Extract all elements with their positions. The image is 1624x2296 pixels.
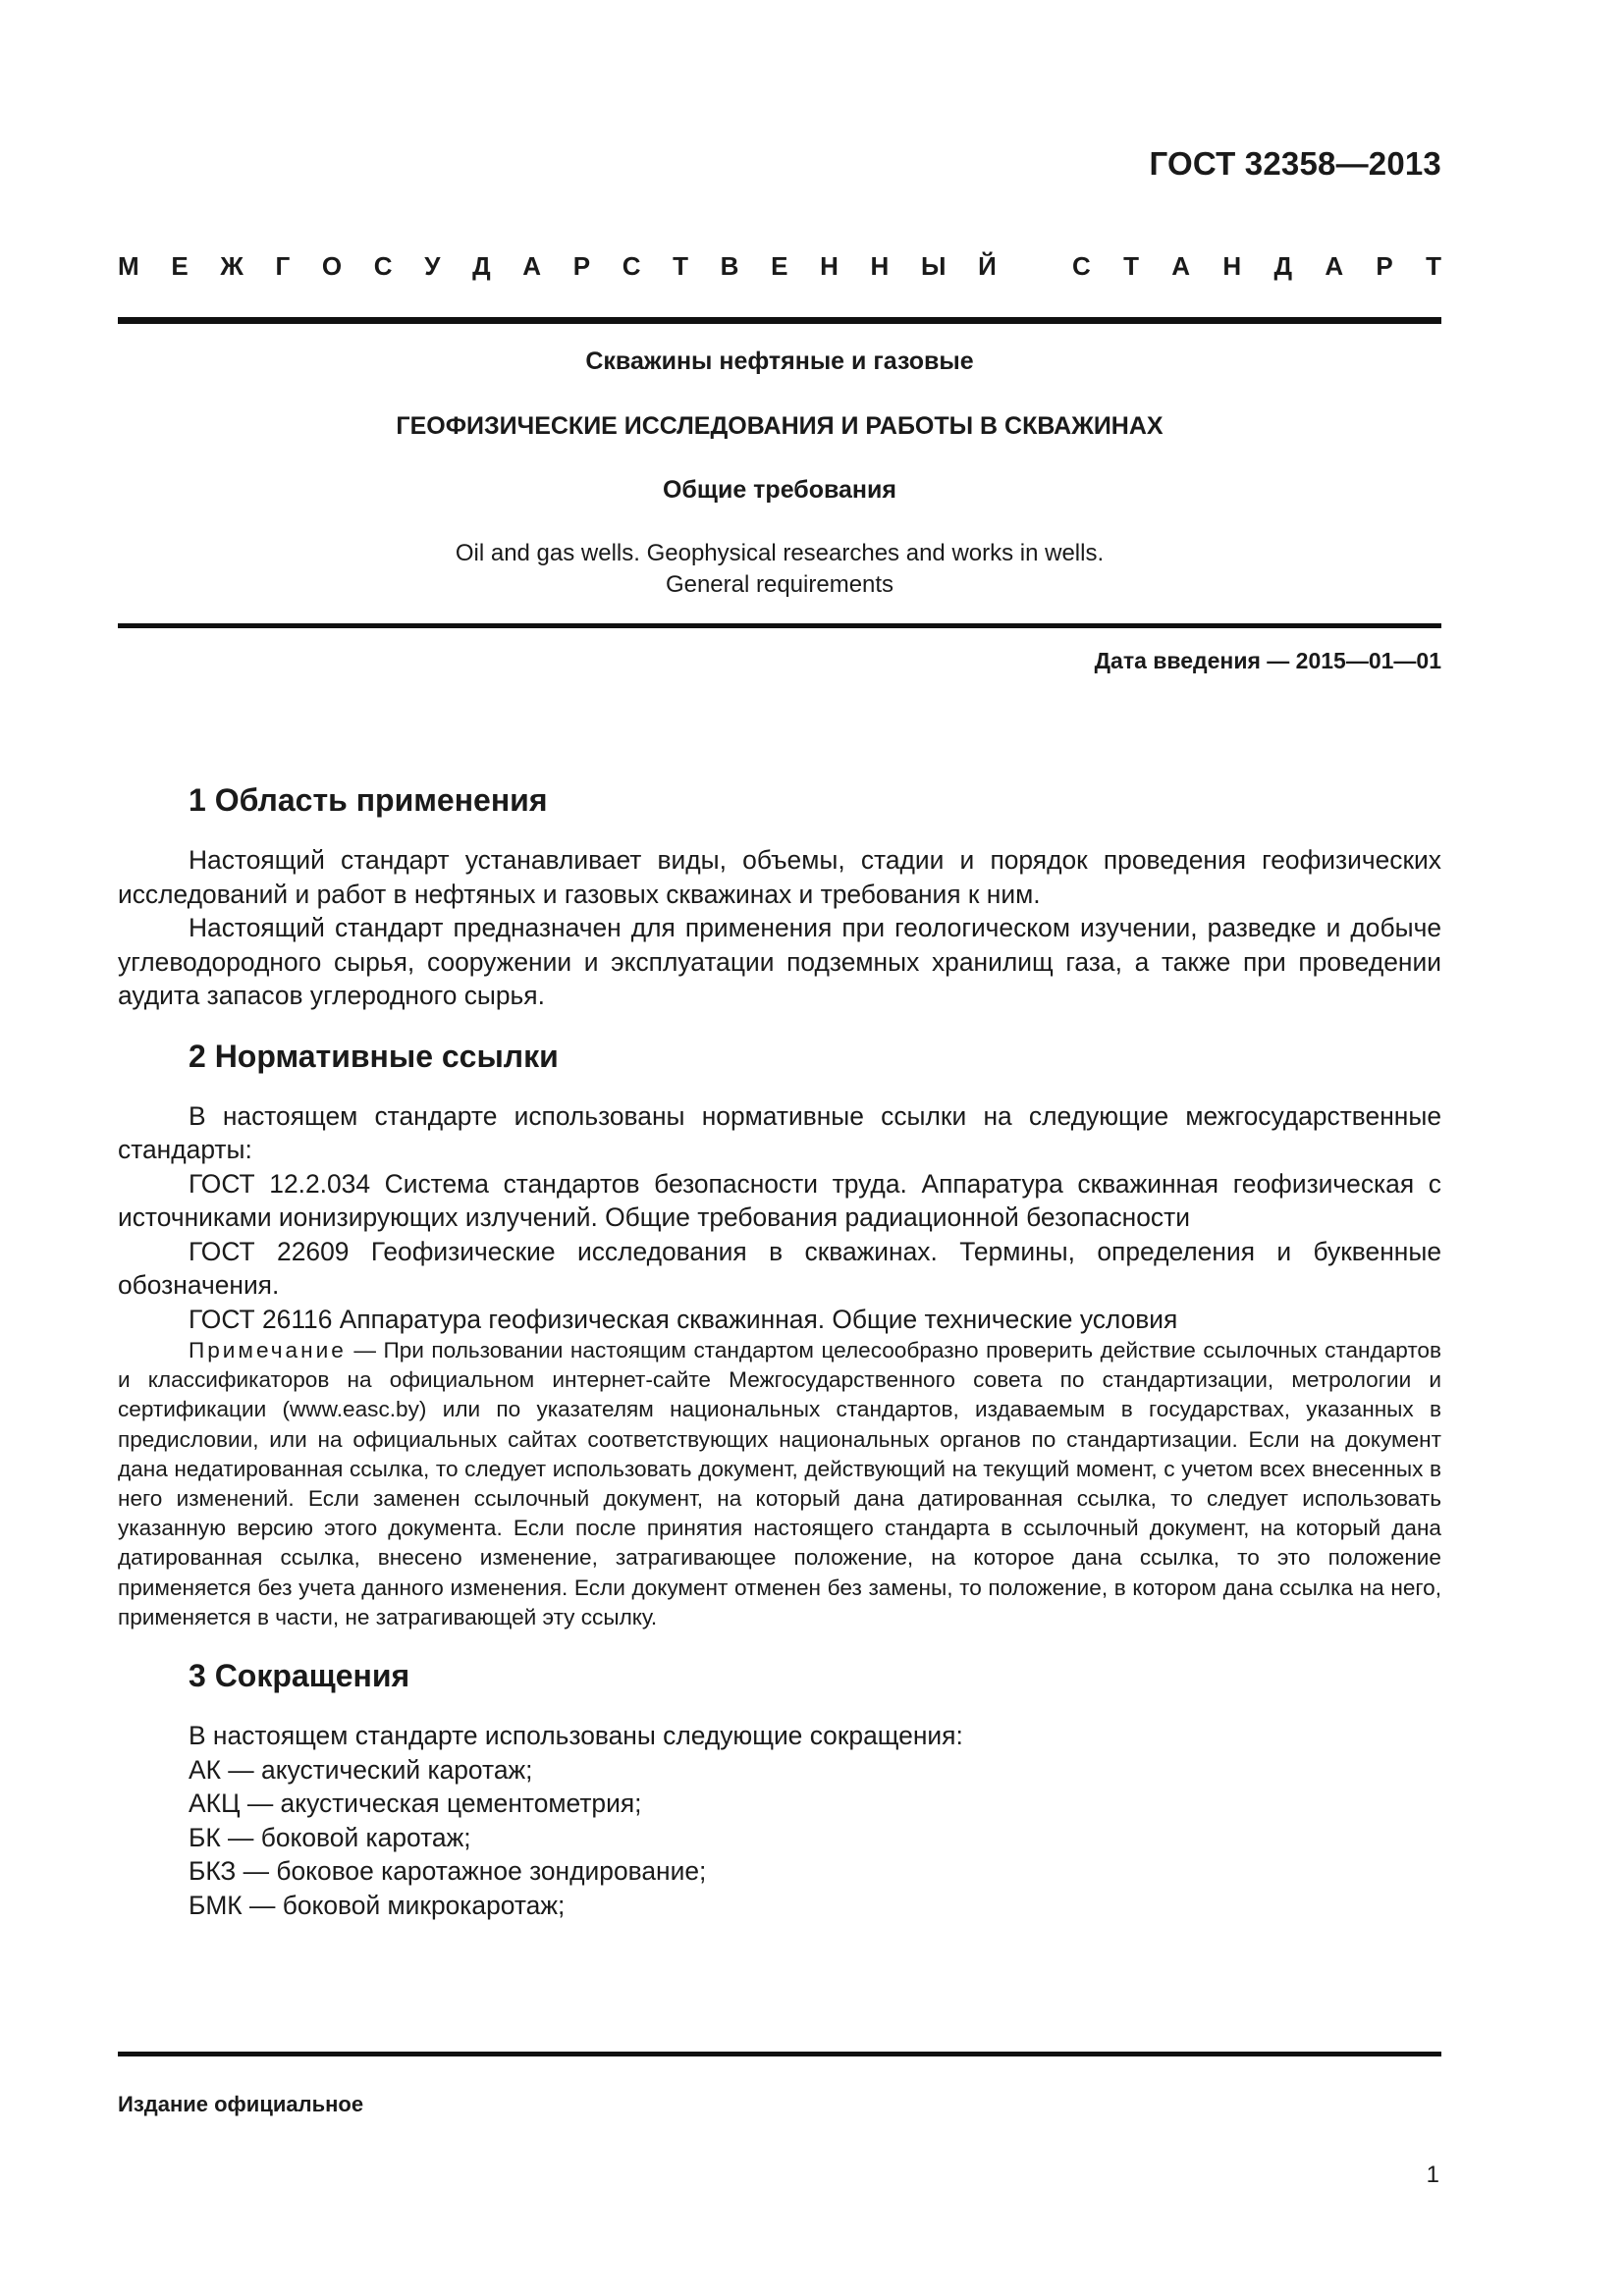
abbreviation-item: АКЦ — акустическая цементометрия; <box>189 1789 642 1819</box>
banner-letter: Ж <box>220 251 244 281</box>
banner-letter: С <box>622 251 641 281</box>
paragraph: Настоящий стандарт устанавливает виды, объемы, стадии и порядок проведения геофизических исследований и работ в нефтяных и газовых скважинах и требования к ним. <box>118 845 1441 909</box>
banner-letter: Н <box>870 251 890 281</box>
banner-word-standard <box>1072 251 1441 282</box>
document-body <box>118 778 1441 1922</box>
section-heading: 2 Нормативные ссылки <box>189 1038 559 1074</box>
title-sub: Общие требования <box>662 476 896 504</box>
abbreviation-item: БМК — боковой микрокаротаж; <box>189 1890 566 1920</box>
title-subject: Скважины нефтяные и газовые <box>585 347 974 375</box>
paragraph: В настоящем стандарте использованы нормативные ссылки на следующие межгосударственные стандарты: <box>118 1100 1441 1164</box>
note-label: Примечание <box>189 1338 347 1362</box>
abbreviation-item: БК — боковой каротаж; <box>189 1822 471 1852</box>
banner-letter: В <box>720 251 739 281</box>
banner-letter: М <box>118 251 139 281</box>
banner-letter: Р <box>572 251 591 281</box>
note-paragraph <box>118 1336 1441 1632</box>
banner-letter: Т <box>673 251 689 281</box>
official-edition-label: Издание официальное <box>118 2092 364 2116</box>
paragraph: Настоящий стандарт предназначен для применения при геологическом изучении, разведке и добыче углеводородного сырья, сооружении и эксплуатации подземных хранилищ газа, а также при проведении аудита запасов углеродного сырья. <box>118 913 1441 1010</box>
footer-divider <box>118 2052 1441 2056</box>
reference-item: ГОСТ 22609 Геофизические исследования в скважинах. Термины, определения и буквенные обозначения. <box>118 1236 1441 1300</box>
banner-letter: Р <box>1376 251 1393 281</box>
introduction-date: Дата введения — 2015—01—01 <box>1094 648 1441 673</box>
banner-letter: Н <box>820 251 839 281</box>
title-english-line2: General requirements <box>665 571 894 598</box>
section-heading: 3 Сокращения <box>189 1658 410 1694</box>
banner-letter: Е <box>771 251 788 281</box>
banner-letter: Г <box>275 251 291 281</box>
banner-letter: У <box>424 251 441 281</box>
banner-letter: О <box>321 251 343 281</box>
banner-letter: Ы <box>920 251 947 281</box>
abbreviation-item: БКЗ — боковое каротажное зондирование; <box>189 1856 707 1887</box>
abbreviation-intro: В настоящем стандарте использованы следующие сокращения: <box>189 1721 963 1751</box>
banner-letter: А <box>522 251 542 281</box>
banner-letter: С <box>1072 251 1091 281</box>
reference-item: ГОСТ 26116 Аппаратура геофизическая скважинная. Общие технические условия <box>189 1304 1178 1334</box>
banner-letter: А <box>1171 251 1191 281</box>
document-number: ГОСТ 32358—2013 <box>1149 145 1441 182</box>
abbreviation-list <box>118 1719 1441 1922</box>
title-main: ГЕОФИЗИЧЕСКИЕ ИССЛЕДОВАНИЯ И РАБОТЫ В СКВАЖИНАХ <box>396 412 1164 440</box>
reference-item: ГОСТ 12.2.034 Система стандартов безопасности труда. Аппаратура скважинная геофизическая с источниками ионизирующих излучений. Общие требования радиационной безопасности <box>118 1168 1441 1232</box>
title-divider <box>118 623 1441 628</box>
banner-letter: Й <box>978 251 997 281</box>
banner-letter: Д <box>1273 251 1293 281</box>
header-divider <box>118 317 1441 324</box>
banner-letter: Е <box>171 251 189 281</box>
abbreviation-item: АК — акустический каротаж; <box>189 1754 533 1785</box>
banner-letter: Н <box>1222 251 1242 281</box>
section-heading: 1 Область применения <box>189 782 548 818</box>
banner-letter: Т <box>1123 251 1139 281</box>
banner-letter: С <box>373 251 393 281</box>
banner-letter: Т <box>1426 251 1441 281</box>
banner-letter: Д <box>472 251 491 281</box>
title-english-line1: Oil and gas wells. Geophysical researches and works in wells. <box>455 540 1105 566</box>
banner-letter: А <box>1325 251 1344 281</box>
interstate-standard-banner <box>118 251 1441 282</box>
banner-word-interstate <box>118 251 997 282</box>
page-number: 1 <box>1426 2162 1439 2188</box>
note-text: — При пользовании настоящим стандартом целесообразно проверить действие ссылочных стандартов и классификаторов на официальном интернет-сайте Межгосударственного совета по стандартизации, метрологии и сертификации (www.easc.by) или по указателям национальных стандартов, издаваемым в государствах, указанных в предисловии, или на официальных сайтах соответствующих национальных органов по стандартизации. Если на документ дана недатированная ссылка, то следует использовать документ, действующий на текущий момент, с учетом всех внесенных в него изменений. Если заменен ссылочный документ, на который дана датированная ссылка, то следует использовать указанную версию этого документа. Если после принятия настоящего стандарта в ссылочный документ, на который дана датированная ссылка, внесено изменение, затрагивающее положение, на которое дана ссылка, то это положение применяется без учета данного изменения. Если документ отменен без замены, то положение, в котором дана ссылка на него, применяется в части, не затрагивающей эту ссылку. <box>118 1338 1441 1629</box>
